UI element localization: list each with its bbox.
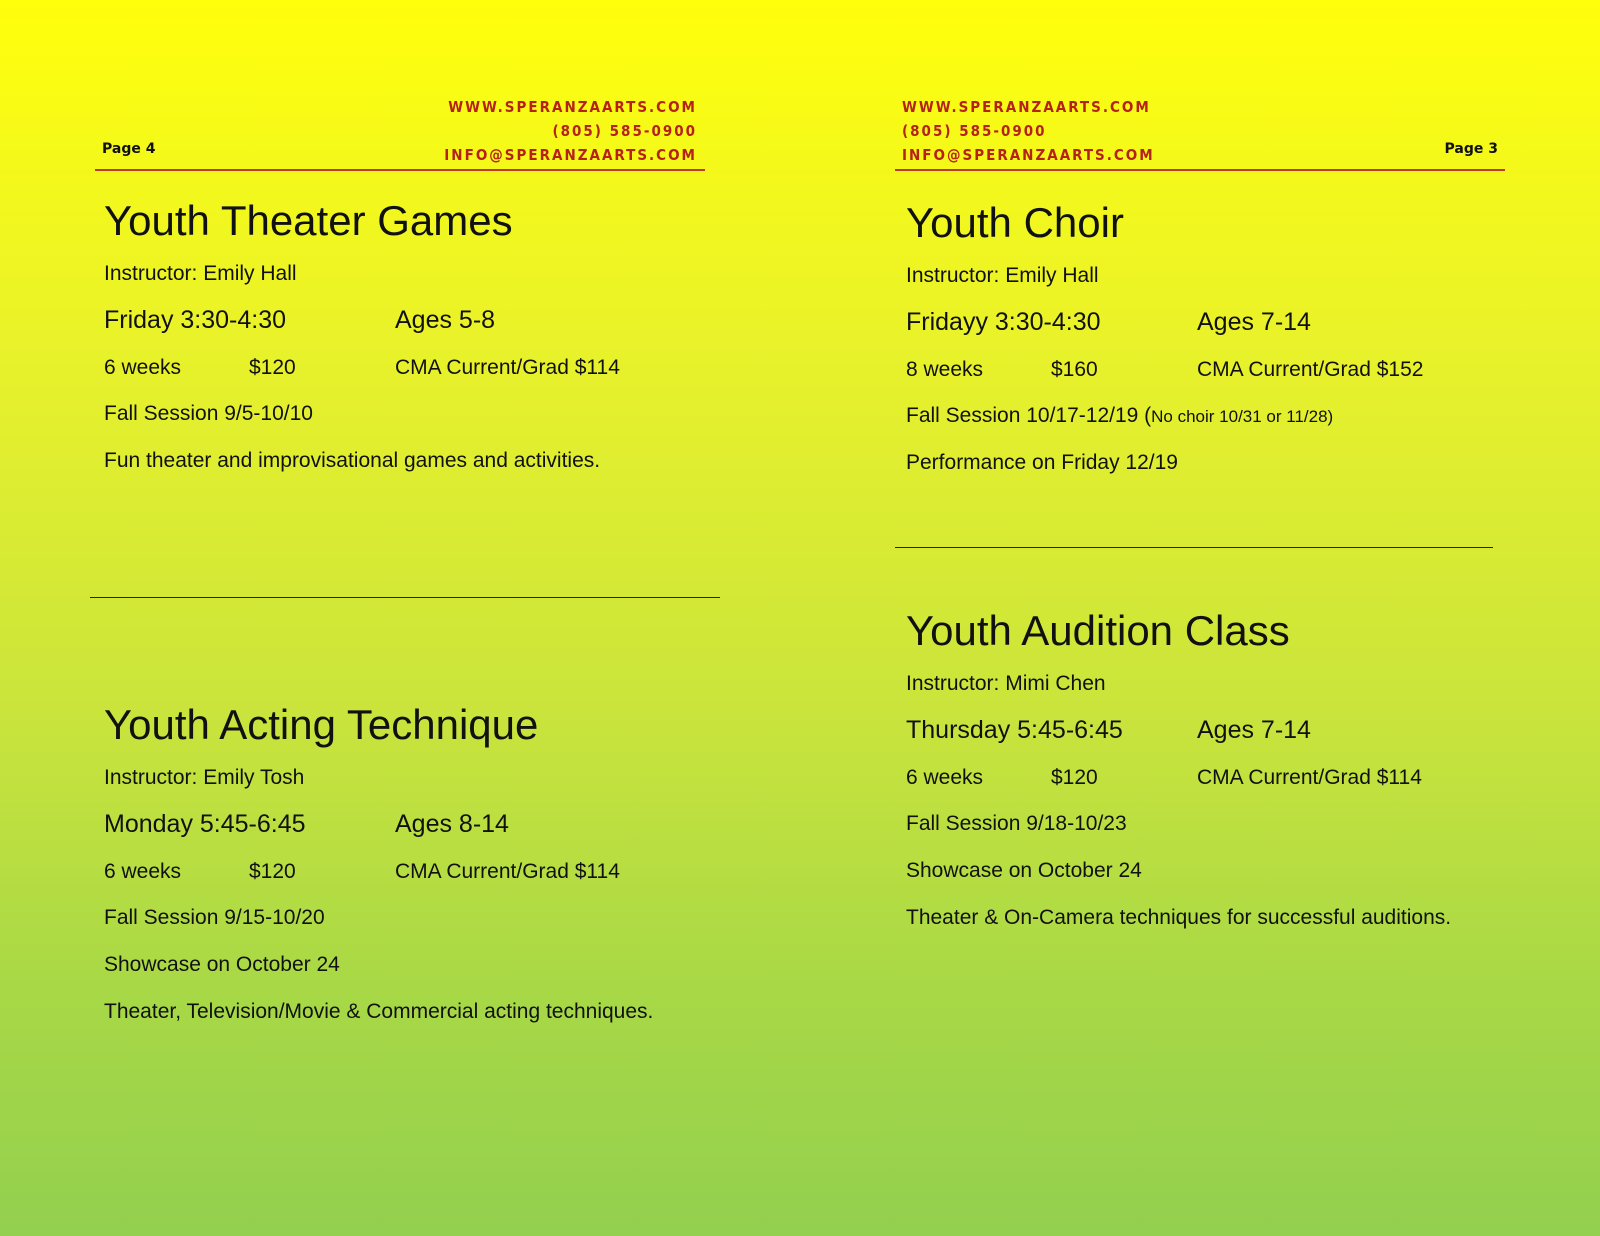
course-schedule-row <box>104 306 513 334</box>
schedule-text: Friday 3:30-4:30 <box>104 306 287 334</box>
contact-info <box>444 95 697 167</box>
session-text: Fall Session 9/18-10/23 <box>906 812 1127 835</box>
cma-price-text: CMA Current/Grad $114 <box>1197 766 1422 789</box>
session-text: Fall Session 9/15-10/20 <box>104 906 325 929</box>
performance-text: Performance on Friday 12/19 <box>906 451 1178 474</box>
ages-text: Ages 5-8 <box>395 306 496 334</box>
phone-number: (805) 585-0900 <box>552 122 697 140</box>
course-instructor <box>104 264 513 284</box>
course-showcase <box>104 955 538 975</box>
website-link[interactable]: WWW.SPERANZAARTS.COM <box>902 98 1151 116</box>
cma-price-text: CMA Current/Grad $114 <box>395 860 620 883</box>
page-number: Page 4 <box>102 141 156 157</box>
session-note: No choir 10/31 or 11/28) <box>1151 407 1334 426</box>
email-link[interactable]: INFO@SPERANZAARTS.COM <box>902 146 1155 164</box>
schedule-text: Fridayy 3:30-4:30 <box>906 308 1101 336</box>
instructor-text: Instructor: Emily Hall <box>906 264 1099 287</box>
page-number: Page 3 <box>1444 141 1498 157</box>
instructor-text: Instructor: Emily Hall <box>104 262 297 285</box>
course-instructor <box>906 674 1290 694</box>
course-instructor <box>104 768 538 788</box>
course-title: Youth Choir <box>906 199 1124 246</box>
website-link[interactable]: WWW.SPERANZAARTS.COM <box>448 98 697 116</box>
page-header <box>895 95 1505 171</box>
course-pricing-row <box>906 358 1424 381</box>
section-divider <box>895 547 1493 548</box>
instructor-text: Instructor: Emily Tosh <box>104 766 305 789</box>
course-youth-audition-class <box>906 606 1452 929</box>
course-pricing-row <box>104 860 620 883</box>
price-text: $120 <box>249 860 296 883</box>
price-text: $120 <box>249 356 296 379</box>
course-pricing-row <box>906 766 1422 789</box>
course-schedule-row <box>104 810 538 838</box>
course-pricing-row <box>104 356 620 379</box>
email-link[interactable]: INFO@SPERANZAARTS.COM <box>444 146 697 164</box>
course-schedule-row <box>906 308 1311 336</box>
price-text: $160 <box>1051 358 1098 381</box>
course-session <box>104 404 513 424</box>
weeks-text: 8 weeks <box>906 358 984 381</box>
cma-price-text: CMA Current/Grad $114 <box>395 356 620 379</box>
course-youth-acting-technique <box>104 700 654 1023</box>
course-title: Youth Audition Class <box>906 607 1290 654</box>
course-youth-choir <box>906 198 1424 474</box>
course-title: Youth Acting Technique <box>104 701 539 748</box>
course-session <box>104 908 538 928</box>
price-text: $120 <box>1051 766 1098 789</box>
course-showcase <box>906 861 1290 881</box>
description-text: Theater & On-Camera techniques for successful auditions. <box>906 906 1452 929</box>
course-title: Youth Theater Games <box>104 197 513 244</box>
course-performance <box>906 451 1178 474</box>
course-schedule-row <box>906 716 1311 744</box>
ages-text: Ages 7-14 <box>1197 308 1311 336</box>
contact-info <box>902 95 1155 167</box>
weeks-text: 6 weeks <box>104 356 182 379</box>
schedule-text: Monday 5:45-6:45 <box>104 810 306 838</box>
description-text: Fun theater and improvisational games and activities. <box>104 449 601 472</box>
cma-price-text: CMA Current/Grad $152 <box>1197 358 1424 381</box>
weeks-text: 6 weeks <box>906 766 984 789</box>
session-dates: Fall Session 10/17-12/19 ( <box>906 404 1152 427</box>
course-session <box>906 814 1290 834</box>
ages-text: Ages 8-14 <box>395 810 509 838</box>
description-text: Theater, Television/Movie & Commercial acting techniques. <box>104 1000 654 1023</box>
course-description <box>104 449 601 472</box>
page-header <box>95 95 705 171</box>
instructor-text: Instructor: Mimi Chen <box>906 672 1106 695</box>
schedule-text: Thursday 5:45-6:45 <box>906 716 1123 744</box>
course-session <box>906 404 1334 427</box>
showcase-text: Showcase on October 24 <box>104 953 340 976</box>
course-description <box>104 1000 654 1023</box>
session-text: Fall Session 9/5-10/10 <box>104 402 313 425</box>
showcase-text: Showcase on October 24 <box>906 859 1142 882</box>
session-text <box>906 406 1333 427</box>
course-description <box>906 906 1452 929</box>
section-divider <box>90 597 720 598</box>
weeks-text: 6 weeks <box>104 860 182 883</box>
right-page <box>800 0 1600 1236</box>
ages-text: Ages 7-14 <box>1197 716 1311 744</box>
phone-number: (805) 585-0900 <box>902 122 1047 140</box>
course-youth-theater-games <box>104 196 620 472</box>
course-instructor <box>906 266 1124 286</box>
